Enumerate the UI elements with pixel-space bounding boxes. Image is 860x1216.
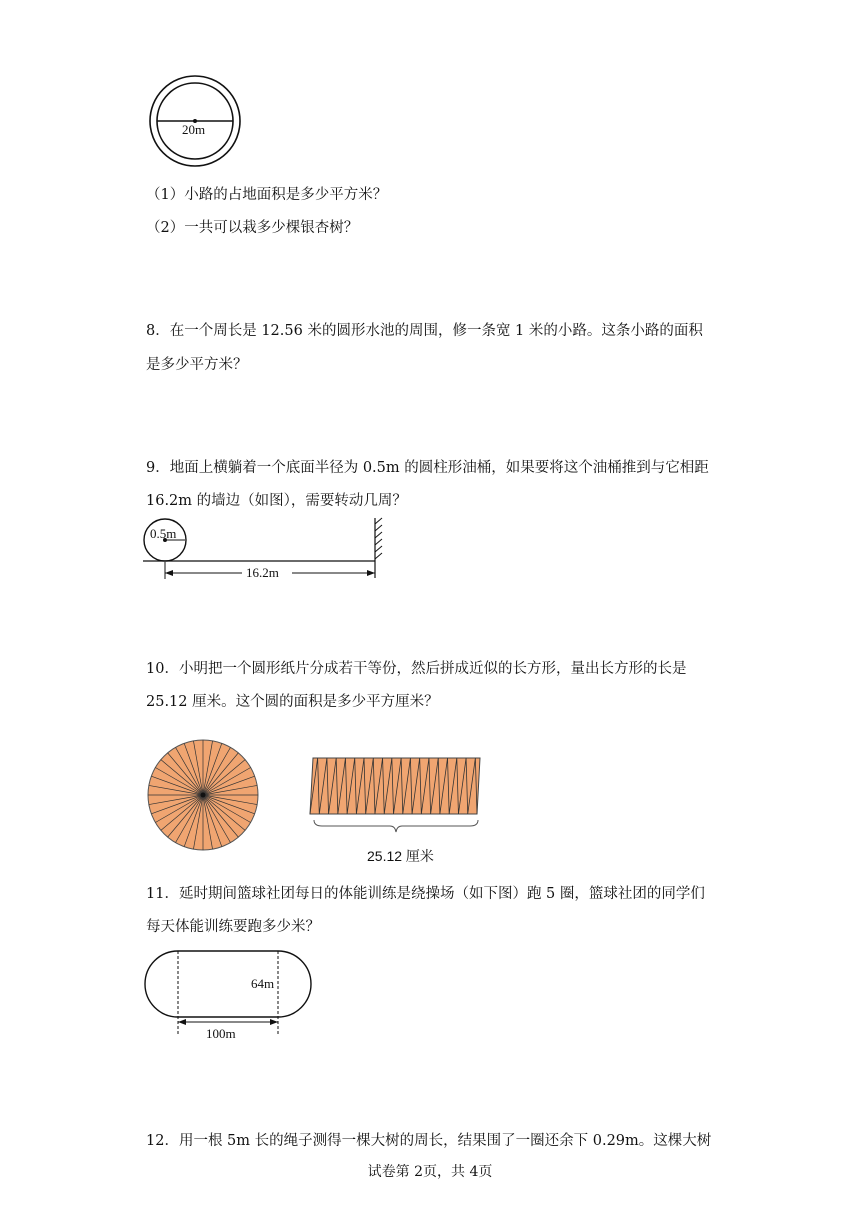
q10-text-line-2: 25.12 厘米。这个圆的面积是多少平方厘米？: [146, 694, 439, 710]
arrow-head-right: [270, 1019, 278, 1025]
q11-text-line-1: 11．延时期间篮球社团每日的体能训练是绕操场（如下图）跑 5 圈，篮球社团的同学们: [146, 886, 705, 902]
q11-track-figure: [144, 950, 316, 1042]
length-label: 100m: [206, 1026, 236, 1041]
q12-text-line-1: 12．用一根 5m 长的绳子测得一棵大树的周长，结果围了一圈还余下 0.29m。这棵大树: [146, 1133, 712, 1149]
q9-text-line-1: 9．地面上横躺着一个底面半径为 0.5m 的圆柱形油桶，如果要将这个油桶推到与它相距: [146, 460, 709, 476]
width-label: 64m: [251, 976, 275, 991]
q9-text-line-2: 16.2m 的墙边（如图），需要转动几周？: [146, 493, 407, 509]
track-outline: [145, 951, 311, 1017]
q10-text-line-1: 10．小明把一个圆形纸片分成若干等份，然后拼成近似的长方形，量出长方形的长是: [146, 661, 687, 677]
q8-text-line-1: 8．在一个周长是 12.56 米的圆形水池的周围，修一条宽 1 米的小路。这条小路的面积: [146, 323, 703, 339]
q10-length-label: 25.12 厘米: [367, 848, 434, 864]
q10-divided-circle: [146, 738, 260, 852]
distance-label: 16.2m: [246, 565, 279, 580]
diameter-label: 20m: [182, 122, 206, 137]
arrow-head-right: [367, 570, 375, 576]
q10-rearranged-rectangle: [310, 756, 486, 830]
wall-hatching: [375, 518, 382, 559]
q8-text-line-2: 是多少平方米？: [146, 357, 248, 373]
q7-circle-figure: [148, 74, 244, 170]
radius-label: 0.5m: [150, 526, 177, 541]
arrow-head-left: [165, 570, 173, 576]
q7-sub-question-1: （1）小路的占地面积是多少平方米？: [146, 187, 388, 203]
circle-center: [201, 793, 206, 798]
page-footer: 试卷第 2页，共 4页: [367, 1164, 493, 1180]
arrow-head-left: [178, 1019, 186, 1025]
q7-sub-question-2: （2）一共可以栽多少棵银杏树？: [146, 220, 359, 236]
q9-barrel-figure: [143, 518, 393, 584]
length-brace: [314, 820, 478, 832]
q11-text-line-2: 每天体能训练要跑多少米？: [146, 919, 320, 935]
